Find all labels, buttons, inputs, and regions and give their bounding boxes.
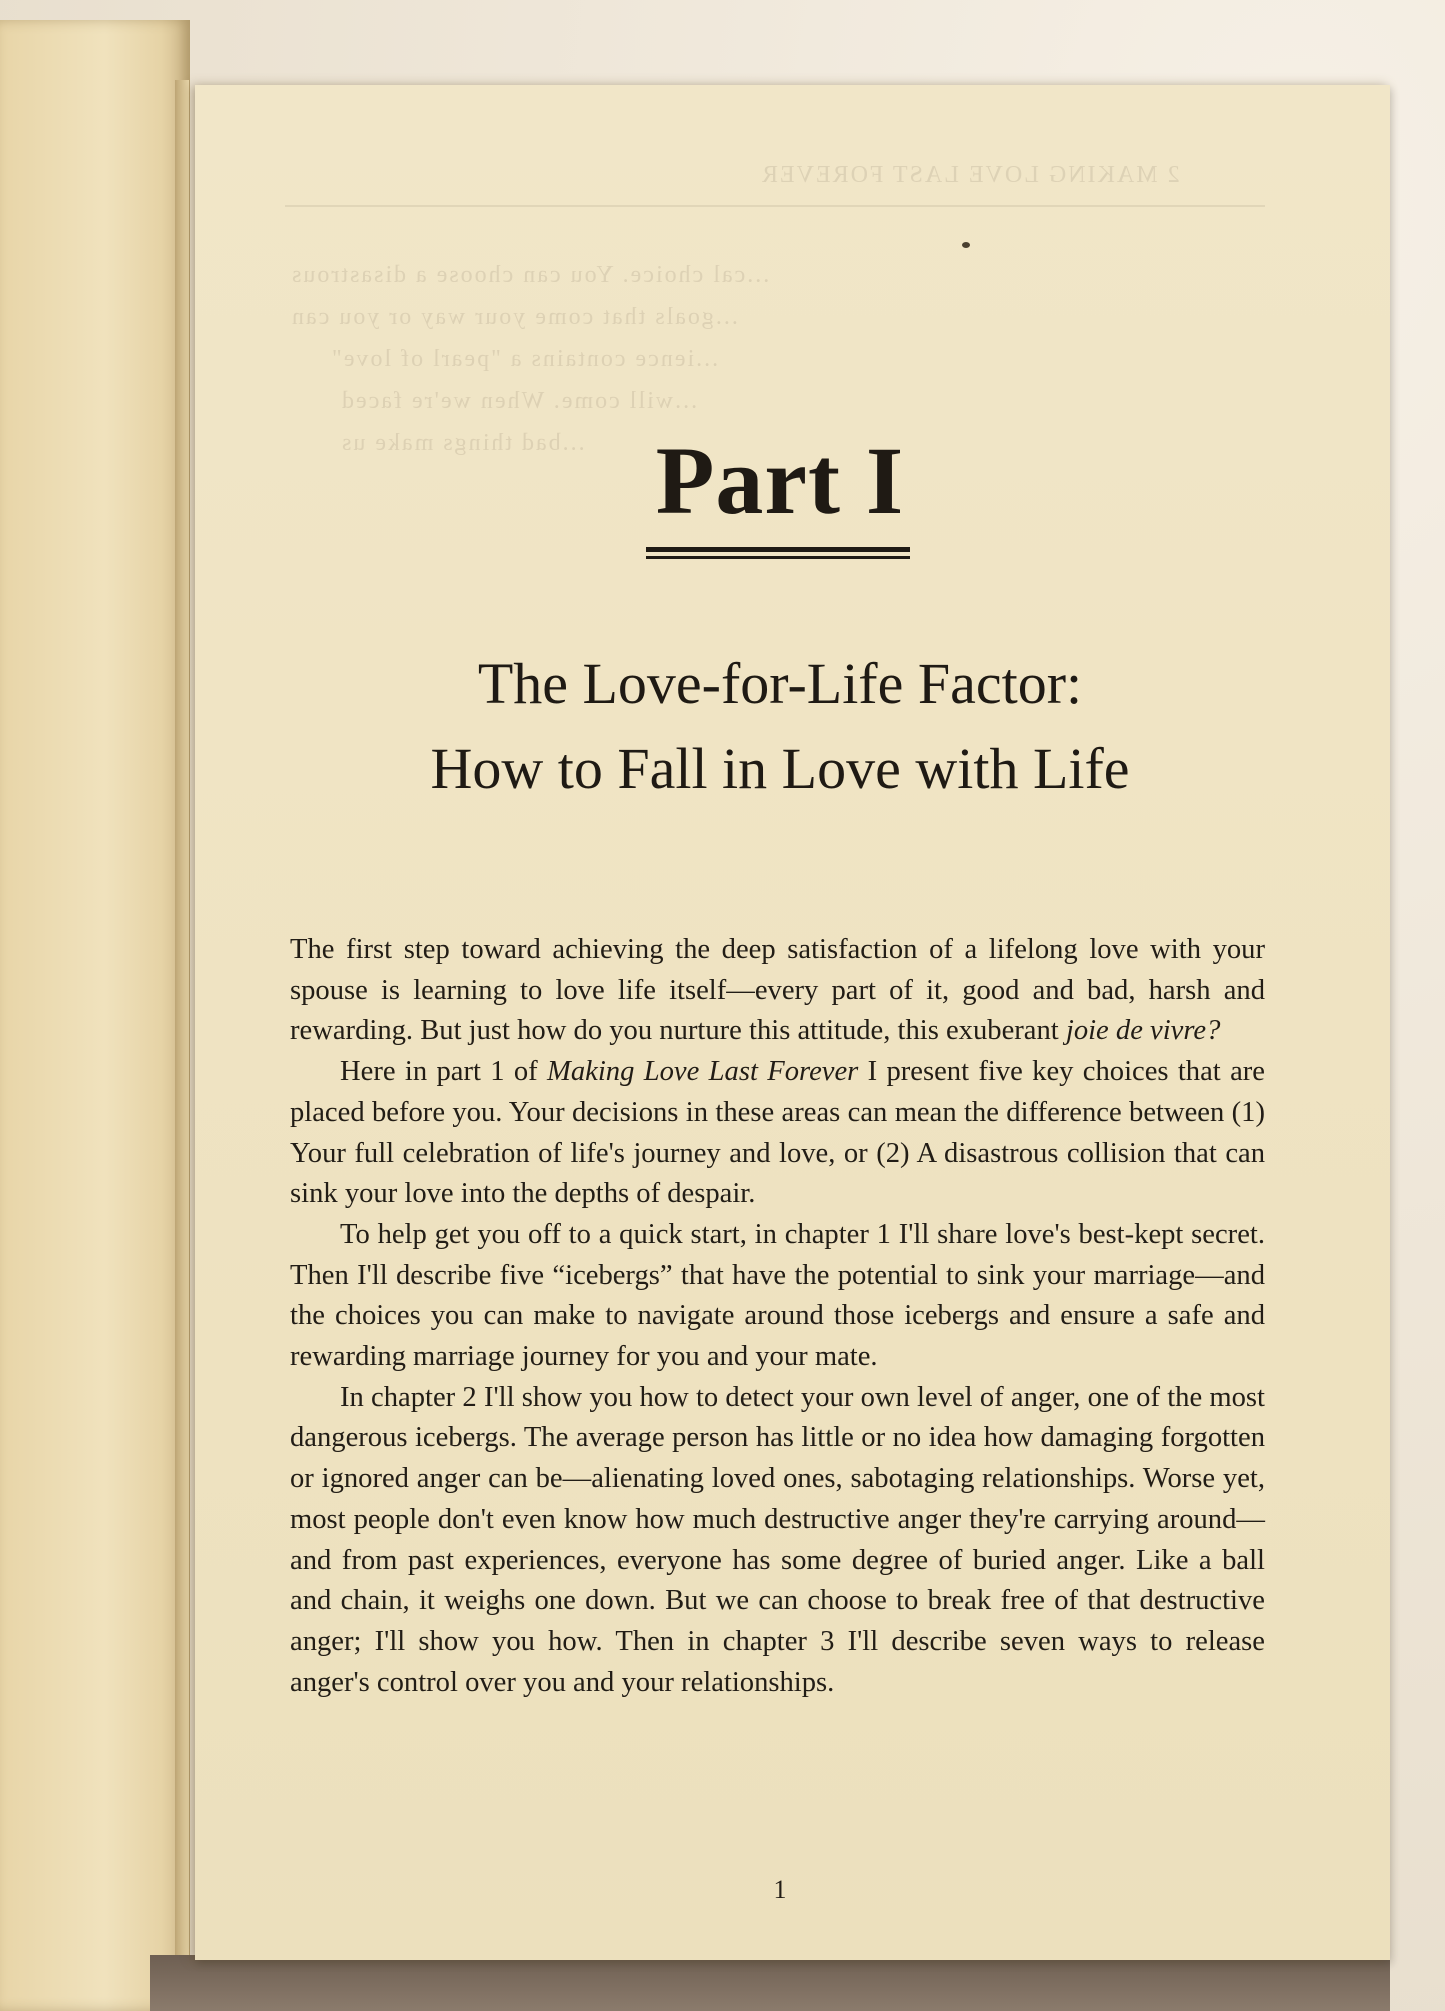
chapter-title-line1: The Love-for-Life Factor: — [477, 651, 1083, 716]
show-through-line: ...bad things make us — [340, 430, 585, 456]
show-through-line: ...will come. When we're faced — [340, 388, 698, 414]
paragraph-text: The first step toward achieving the deep satisfaction of a lifelong love with your spouse is learning to love life itself—every part of it, good and bad, harsh and rewarding. But just how do you nurture this attitude, this exuberant — [290, 934, 1265, 1047]
page-number: 1 — [773, 1875, 787, 1904]
show-through-running-head: 2 MAKING LOVE LAST FOREVER — [760, 162, 1180, 188]
paragraph — [290, 1052, 1265, 1215]
page-bottom-shadow — [150, 1955, 1390, 2011]
body-text — [290, 930, 1265, 1703]
paragraph — [290, 1378, 1265, 1704]
show-through-line: ...cal choice. You can choose a disastrous — [290, 262, 770, 288]
show-through-rule — [285, 205, 1265, 207]
paragraph-text: I present five key choices that are placed before you. Your decisions in these areas can mean the difference between (1) Your full celebration of life's journey and love, or (2) A disastrous collision that can sink your love into the depths of despair. — [290, 1056, 1265, 1210]
part-heading-underline — [646, 556, 910, 559]
paragraph-emphasis: joie de vivre? — [1065, 1015, 1221, 1047]
show-through-line: ...ience contains a "pearl of love" — [330, 346, 719, 372]
left-page-edge — [175, 80, 189, 1960]
left-page — [0, 20, 190, 2011]
paragraph — [290, 1215, 1265, 1378]
paper-speck — [962, 242, 970, 248]
part-heading: Part I — [655, 427, 905, 534]
paragraph-text: Here in part 1 of — [340, 1056, 548, 1088]
paragraph-text: To help get you off to a quick start, in chapter 1 I'll share love's best-kept secret. Then I'll describe five “icebergs” that have the potential to sink your marriage—and the choices you can make to navigate around those icebergs and ensure a safe and rewarding marriage journey for you and your mate. — [290, 1218, 1265, 1373]
paragraph-emphasis: Making Love Last Forever — [547, 1056, 859, 1088]
part-heading-underline — [646, 547, 910, 552]
paragraph — [290, 930, 1265, 1052]
paragraph-text: In chapter 2 I'll show you how to detect your own level of anger, one of the most dangerous icebergs. The average person has little or no idea how damaging forgotten or ignored anger can be—alienating loved ones, sabotaging relationships. Worse yet, most people don't even know how much destructive anger they're carrying around—and from past experiences, everyone has some degree of buried anger. Like a ball and chain, it weighs one down. But we can choose to break free of that destructive anger; I'll show you how. Then in chapter 3 I'll describe seven ways to release anger's control over you and your relationships. — [290, 1381, 1265, 1698]
show-through-line: ...goals that come your way or you can — [290, 304, 738, 330]
chapter-title-line2: How to Fall in Love with Life — [430, 736, 1130, 801]
